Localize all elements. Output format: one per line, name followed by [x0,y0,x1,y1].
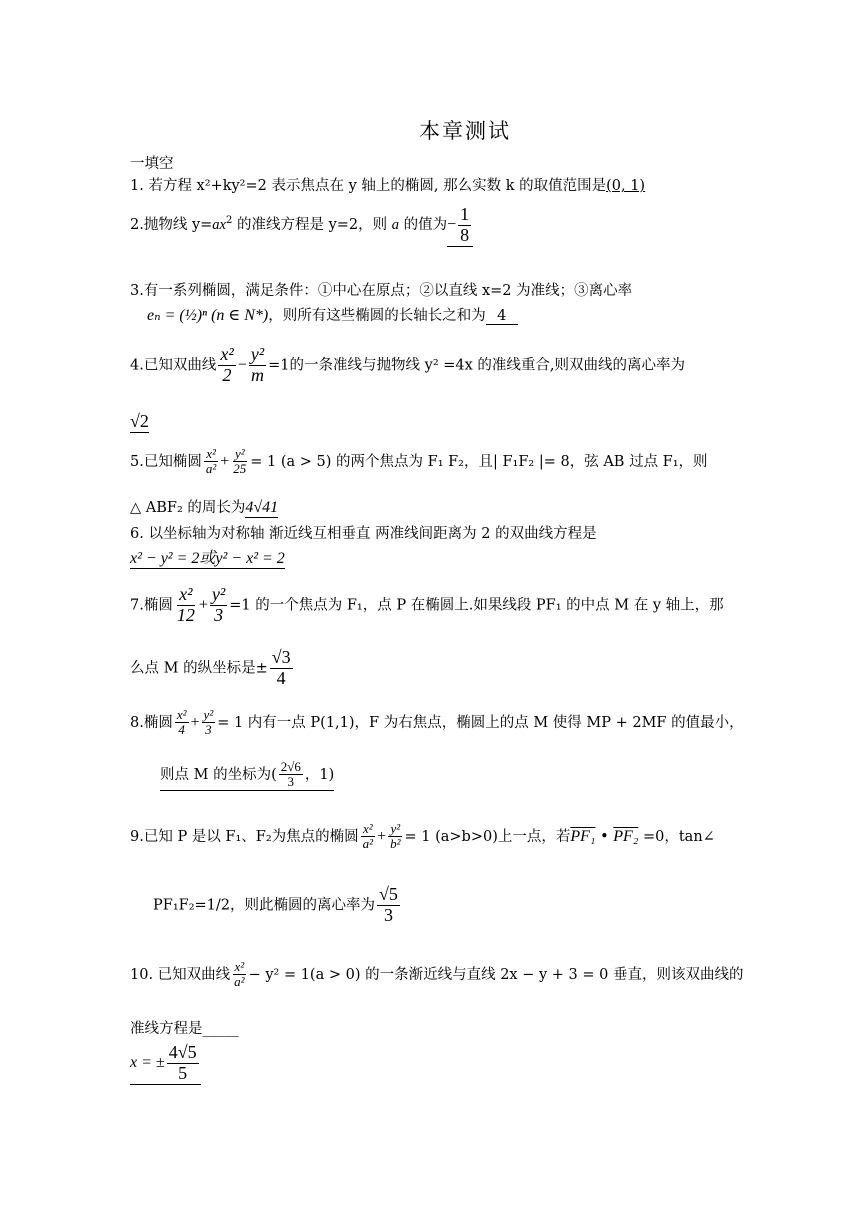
question-7-prefix: 7.椭圆 [130,597,173,614]
question-6-line1: 6. 以坐标轴为对称轴 渐近线互相垂直 两准线间距离为 2 的双曲线方程是 [130,526,597,542]
question-2: 2.抛物线 $y=ax^2$ 的准线方程是 y=2，则 a 的值为− $\frac{1}{8}$ [130,205,473,247]
question-5: 5.已知椭圆 $\frac{\text{x²}}{\text{a²}}$ + $\frac{\text{y²}}{25}$ = 1 (a > 5) 的两个焦点为 F₁ F₂，且| F₁F₂ |= 8，弦 AB 过点 F₁，则 [130,446,708,477]
question-2-mid: 的准线方程是 y=2，则 [232,216,392,233]
question-2-prefix: 2.抛物线 y= [130,216,213,233]
question-4-prefix: 4.已知双曲线 [130,357,217,374]
question-10-text: − y² = 1(a > 0) 的一条渐近线与直线 2x − y + 3 = 0 垂直，则该双曲线的 [248,966,744,983]
question-3-line2 [147,304,518,325]
question-8: 8.椭圆 $\frac{\text{x²}}{4}$ + $\frac{\text{y²}}{3}$ = 1 内有一点 P(1,1)，F 为右焦点，椭圆上的点 M 使得 MP + 2MF 的值最小， [130,707,744,738]
question-8-line2 [160,760,334,791]
question-2-a: a [391,216,400,233]
question-9-line2: PF₁F₂=1/2，则此椭圆的离心率为 $\frac{√5}{3}$ [153,884,398,925]
question-2-answer: − $\frac{1}{8}$ [447,205,473,247]
question-4: 4.已知双曲线 $\frac{\text{x²}}{2}$ − $\frac{\text{y²}}{m}$ =1的一条准线与抛物线 y² =4x 的准线重合,则双曲线的离心率为 [130,344,686,385]
question-8-text: = 1 内有一点 P(1,1)，F 为右焦点，椭圆上的点 M 使得 MP + 2MF 的值最小， [217,714,744,731]
question-9: 9.已知 P 是以 F₁、F₂为焦点的椭圆 $\frac{\text{x²}}{\text{a²}}$ + $\frac{\text{y²}}{\text{b²}}$ = 1 (a>b>0)上一点，若PF₁ • PF₂ =0，tan∠ [130,821,715,852]
question-1-text: 1. 若方程 x²+ky²=2 表示焦点在 y 轴上的椭圆, 那么实数 k 的取值范围是 [130,178,607,194]
question-7: 7.椭圆 $\frac{\text{x²}}{12}$ + $\frac{\text{y²}}{3}$ =1 的一个焦点为 F₁，点 P 在椭圆上.如果线段 PF₁ 的中点 M 在 y 轴上，那 [130,584,724,625]
question-3-text: ，则所有这些椭圆的长轴长之和为 [268,308,486,324]
section-heading: 一填空 [130,156,174,172]
question-10-answer: x = ± $\frac{4√5}{5}$ [130,1043,201,1085]
question-5-text: = 1 (a > 5) 的两个焦点为 F₁ F₂，且| F₁F₂ |= 8，弦 AB 过点 F₁，则 [250,453,708,470]
question-10: 10. 已知双曲线 $\frac{\text{x²}}{\text{a²}}$ − y² = 1(a > 0) 的一条渐近线与直线 2x − y + 3 = 0 垂直，则该双曲线的 [130,959,744,990]
question-3-line1: 3.有一系列椭圆，满足条件：①中心在原点；②以直线 x=2 为准线；③离心率 [130,283,633,299]
question-6-answer: x² − y² = 2或y² − x² = 2 [130,545,285,569]
question-1 [130,174,645,195]
question-2-suffix: 的值为 [399,216,448,233]
question-4-text: =1的一条准线与抛物线 y² =4x 的准线重合,则双曲线的离心率为 [268,357,686,374]
question-8-answer: 则点 M 的坐标为( $\frac{2√6}{3}$ ，1) [160,759,335,790]
question-7-line2: 么点 M 的纵坐标是± $\frac{√3}{4}$ [130,647,291,688]
question-5-prefix: 5.已知椭圆 [130,453,202,470]
page-title: 本章测试 [419,119,511,143]
question-5-line2: △ ABF₂ 的周长为4√41 [130,499,279,516]
question-3-answer: 4 [486,308,518,325]
question-5-answer: 4√41 [245,499,279,516]
question-10-prefix: 10. 已知双曲线 [130,966,231,983]
question-4-answer: √2 [130,411,149,431]
question-3-formula: eₙ = (½)ⁿ (n ∈ N*) [147,307,269,324]
question-10-line2: 准线方程是_____ [130,1021,239,1037]
question-7-text: =1 的一个焦点为 F₁，点 P 在椭圆上.如果线段 PF₁ 的中点 M 在 y 轴上，那 [229,597,724,614]
question-7-answer: $\frac{√3}{4}$ [271,647,291,688]
question-1-answer: (0, 1) [606,178,646,194]
question-9-answer: $\frac{√5}{3}$ [379,884,398,925]
question-9-prefix: 9.已知 P 是以 F₁、F₂为焦点的椭圆 [130,828,359,845]
question-8-prefix: 8.椭圆 [130,714,173,731]
question-2-ax: ax [212,216,226,233]
